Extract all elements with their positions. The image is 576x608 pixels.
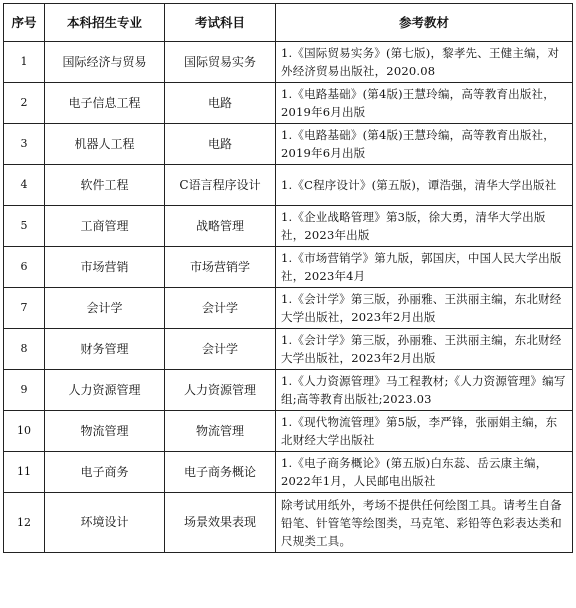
row-subject: 市场营销学 — [165, 247, 276, 288]
table-row — [4, 247, 573, 288]
row-seq: 10 — [4, 411, 45, 452]
row-subject: 电路 — [165, 83, 276, 124]
row-subject: C语言程序设计 — [165, 165, 276, 206]
row-major: 会计学 — [45, 288, 165, 329]
header-major: 本科招生专业 — [45, 4, 165, 42]
row-major: 市场营销 — [45, 247, 165, 288]
row-subject: 国际贸易实务 — [165, 42, 276, 83]
header-subject: 考试科目 — [165, 4, 276, 42]
table-row — [4, 329, 573, 370]
row-seq: 7 — [4, 288, 45, 329]
row-seq: 9 — [4, 370, 45, 411]
table-row — [4, 42, 573, 83]
exam-reference-table — [3, 3, 573, 553]
row-reference: 1.《电路基础》(第4版)王慧玲编，高等教育出版社，2019年6月出版 — [276, 83, 573, 124]
row-major: 机器人工程 — [45, 124, 165, 165]
row-seq: 2 — [4, 83, 45, 124]
row-subject: 人力资源管理 — [165, 370, 276, 411]
row-major: 工商管理 — [45, 206, 165, 247]
table-header-row — [4, 4, 573, 42]
table-row — [4, 206, 573, 247]
table-row — [4, 83, 573, 124]
header-seq: 序号 — [4, 4, 45, 42]
row-reference: 1.《会计学》第三版，孙丽雅、王洪丽主编，东北财经大学出版社，2023年2月出版 — [276, 288, 573, 329]
header-reference: 参考教材 — [276, 4, 573, 42]
row-reference: 1.《国际贸易实务》(第七版)，黎孝先、王健主编，对外经济贸易出版社，2020.08 — [276, 42, 573, 83]
row-major: 国际经济与贸易 — [45, 42, 165, 83]
row-seq: 3 — [4, 124, 45, 165]
row-reference: 1.《企业战略管理》第3版，徐大勇，清华大学出版社，2023年出版 — [276, 206, 573, 247]
row-reference: 1.《会计学》第三版，孙丽雅、王洪丽主编，东北财经大学出版社，2023年2月出版 — [276, 329, 573, 370]
row-reference: 1.《C程序设计》(第五版)，谭浩强，清华大学出版社 — [276, 165, 573, 206]
row-subject: 会计学 — [165, 329, 276, 370]
row-reference: 1.《电子商务概论》(第五版)白东蕊、岳云康主编，2022年1月，人民邮电出版社 — [276, 452, 573, 493]
table-row — [4, 165, 573, 206]
row-subject: 场景效果表现 — [165, 493, 276, 553]
row-major: 电子信息工程 — [45, 83, 165, 124]
row-seq: 6 — [4, 247, 45, 288]
row-subject: 物流管理 — [165, 411, 276, 452]
table-row — [4, 493, 573, 553]
row-subject: 会计学 — [165, 288, 276, 329]
row-major: 环境设计 — [45, 493, 165, 553]
row-reference: 1.《市场营销学》第九版，郭国庆，中国人民大学出版社，2023年4月 — [276, 247, 573, 288]
row-reference: 除考试用纸外，考场不提供任何绘图工具。请考生自备铅笔、针管笔等绘图类，马克笔、彩铅等色彩表达类和尺规类工具。 — [276, 493, 573, 553]
row-major: 财务管理 — [45, 329, 165, 370]
row-reference: 1.《电路基础》(第4版)王慧玲编，高等教育出版社，2019年6月出版 — [276, 124, 573, 165]
row-seq: 4 — [4, 165, 45, 206]
row-major: 人力资源管理 — [45, 370, 165, 411]
document-page — [3, 3, 573, 553]
row-seq: 12 — [4, 493, 45, 553]
row-major: 电子商务 — [45, 452, 165, 493]
row-seq: 11 — [4, 452, 45, 493]
table-row — [4, 452, 573, 493]
table-row — [4, 411, 573, 452]
row-seq: 5 — [4, 206, 45, 247]
row-reference: 1.《人力资源管理》马工程教材;《人力资源管理》编写组;高等教育出版社;2023.03 — [276, 370, 573, 411]
row-subject: 电子商务概论 — [165, 452, 276, 493]
row-subject: 电路 — [165, 124, 276, 165]
row-major: 软件工程 — [45, 165, 165, 206]
row-major: 物流管理 — [45, 411, 165, 452]
table-row — [4, 288, 573, 329]
row-subject: 战略管理 — [165, 206, 276, 247]
row-seq: 1 — [4, 42, 45, 83]
table-row — [4, 370, 573, 411]
table-row — [4, 124, 573, 165]
row-seq: 8 — [4, 329, 45, 370]
row-reference: 1.《现代物流管理》第5版，李严锋，张丽娟主编，东北财经大学出版社 — [276, 411, 573, 452]
